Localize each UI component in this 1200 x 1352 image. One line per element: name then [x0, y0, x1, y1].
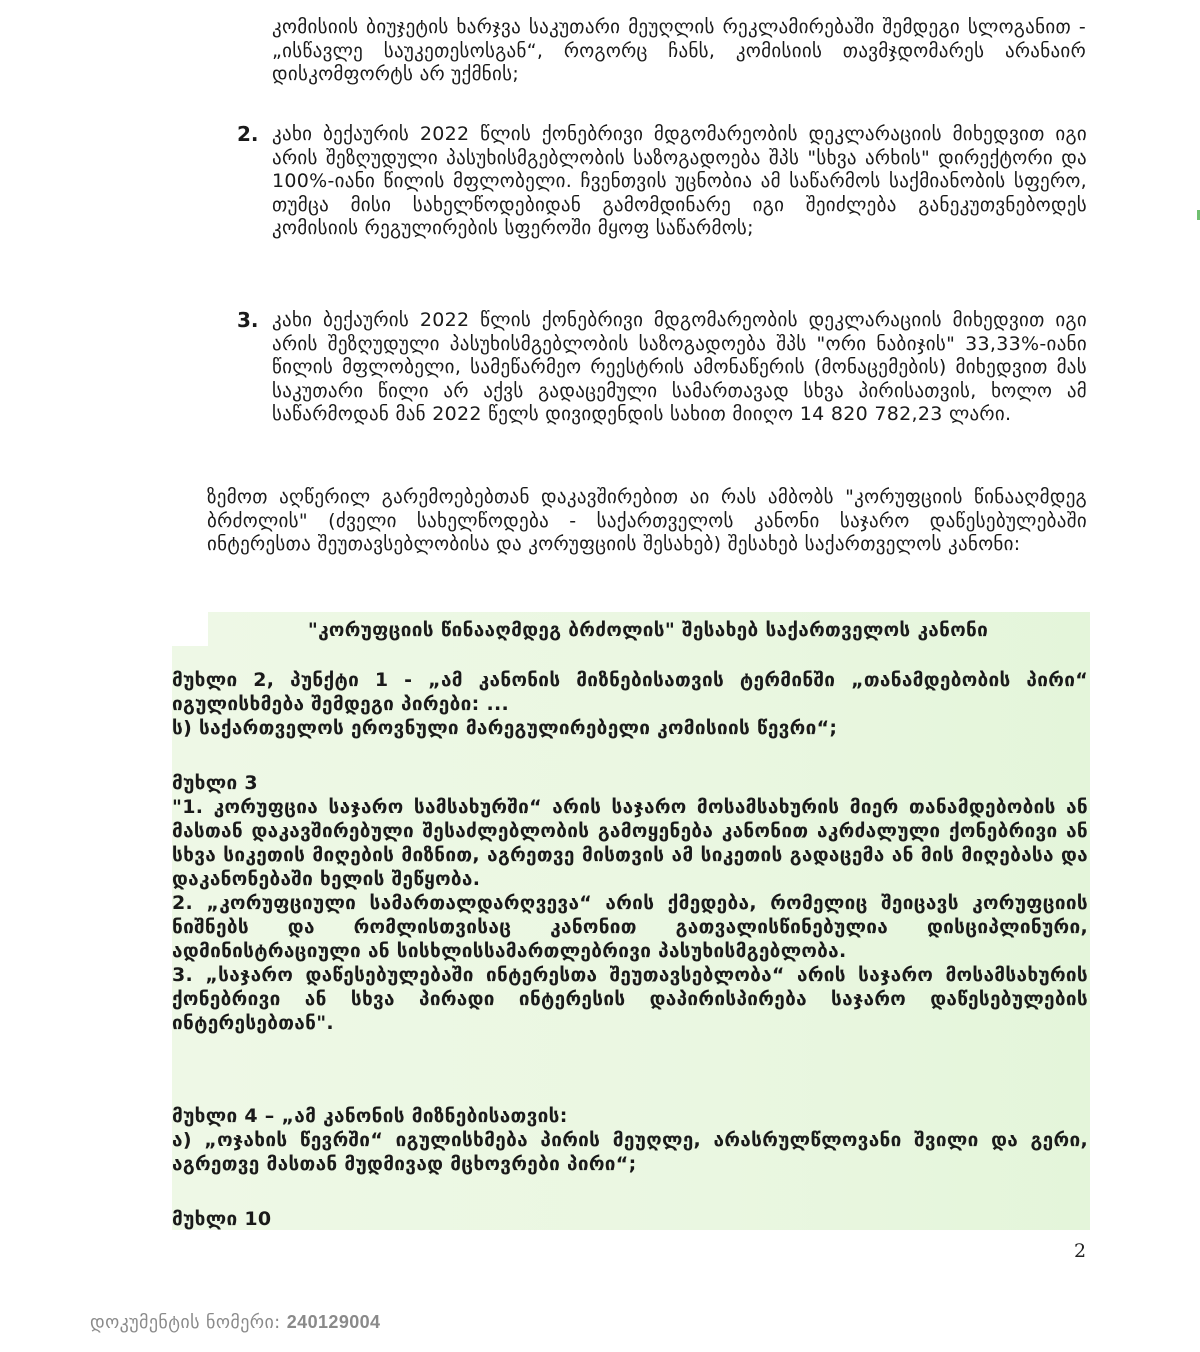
article-3-paragraph-3: 3. „საჯარო დაწესებულებაში ინტერესთა შეუთავსებლობა“ არის საჯარო მოსამსახურის ქონებრივი ან სხვა პირადი ინტერესის დაპირისპირება საჯარო დაწესებულების ინტერესებთან". [172, 964, 1088, 1034]
article-3-block [172, 771, 1088, 1035]
article-2-text: მუხლი 2, პუნქტი 1 - „ამ კანონის მიზნებისათვის ტერმინში „თანამდებობის პირი“ იგულისხმება შემდეგი პირები: ... [172, 669, 1088, 715]
document-number-label: დოკუმენტის ნომერი: [90, 1312, 281, 1333]
law-title: "კორუფციის წინააღმდეგ ბრძოლის" შესახებ საქართველოს კანონი [307, 619, 989, 641]
article-4-item: ა) „ოჯახის წევრში“ იგულისხმება პირის მეუღლე, არასრულწლოვანი შვილი და გერი, აგრეთვე მასთან მუდმივად მცხოვრები პირი“; [172, 1129, 1088, 1175]
article-4-heading: მუხლი 4 – „ამ კანონის მიზნებისათვის: [172, 1105, 568, 1127]
article-2-block [172, 668, 1088, 740]
document-number-value: 240129004 [286, 1312, 381, 1332]
list-item-text: კახი ბექაურის 2022 წლის ქონებრივი მდგომარეობის დეკლარაციის მიხედვით იგი არის შეზღუდული პასუხისმგებლობის საზოგადოება შპს "სხვა არხის" დირექტორი და 100%-იანი წილის მფლობელი. ჩვენთვის უცნობია ამ საწარმოს საქმიანობის სფერო, თუმცა მისი სახელწოდებიდან გამომდინარე იგი შეიძლება განეკუთვნებოდეს კომისიის რეგულირების სფეროში მყოფ საწარმოს; [272, 123, 1087, 239]
article-3-paragraph-1: "1. კორუფცია საჯარო სამსახურში“ არის საჯარო მოსამსახურის მიერ თანამდებობის ან მასთან დაკავშირებული შესაძლებლობის გამოყენება კანონით აკრძალული ქონებრივი ან სხვა სიკეთის მიღების მიზნით, აგრეთვე მისთვის ამ სიკეთის გადაცემა ან მის მიღებასა და დაკანონებაში ხელის შეწყობა. [172, 796, 1088, 890]
intro-paragraph: კომისიის ბიუჯეტის ხარჯვა საკუთარი მეუღლის რეკლამირებაში შემდეგი სლოგანით -„ისწავლე საუკეთესოსგან“, როგორც ჩანს, კომისიის თავმჯდომარეს არანაირ დისკომფორტს არ უქმნის; [272, 16, 1086, 85]
list-item-number: 2. [237, 122, 259, 146]
article-2-item: ს) საქართველოს ეროვნული მარეგულირებელი კომისიის წევრი“; [172, 717, 838, 739]
list-item-text: კახი ბექაურის 2022 წლის ქონებრივი მდგომარეობის დეკლარაციის მიხედვით იგი არის შეზღუდული პასუხისმგებლობის საზოგადოება შპს "ორი ნაბიჯის" 33,33%-იანი წილის მფლობელი, სამეწარმეო რეესტრის ამონაწერის (მონაცემების) მიხედვით მას საკუთარი წილი არ აქვს გადაცემული სამართავად სხვა პირისათვის, ხოლო ამ საწარმოდან მან 2022 წელს დივიდენდის სახით მიიღო 14 820 782,23 ლარი. [272, 309, 1087, 425]
law-box-notch [172, 612, 208, 646]
summary-paragraph: ზემოთ აღწერილ გარემოებებთან დაკავშირებით აი რას ამბობს "კორუფციის წინააღმდეგ ბრძოლის" (ძველი სახელწოდება - საქართველოს კანონი საჯარო დაწესებულებაში ინტერესთა შეუთავსებლობისა და კორუფციის შესახებ) შესახებ საქართველოს კანონი: [207, 486, 1087, 555]
article-3-heading: მუხლი 3 [172, 772, 258, 794]
article-10-block [172, 1207, 1088, 1231]
article-10-heading: მუხლი 10 [172, 1208, 272, 1230]
page-number: 2 [1074, 1240, 1087, 1262]
document-number-footer [90, 1312, 380, 1333]
article-3-paragraph-2: 2. „კორუფციული სამართალდარღვევა“ არის ქმედება, რომელიც შეიცავს კორუფციის ნიშნებს და რომლისთვისაც კანონით გათვალისწინებულია დისციპლინური, ადმინისტრაციული ან სისხლისსამართლებრივი პასუხისმგებლობა. [172, 892, 1088, 962]
list-item-number: 3. [237, 308, 259, 332]
article-4-block [172, 1104, 1088, 1176]
